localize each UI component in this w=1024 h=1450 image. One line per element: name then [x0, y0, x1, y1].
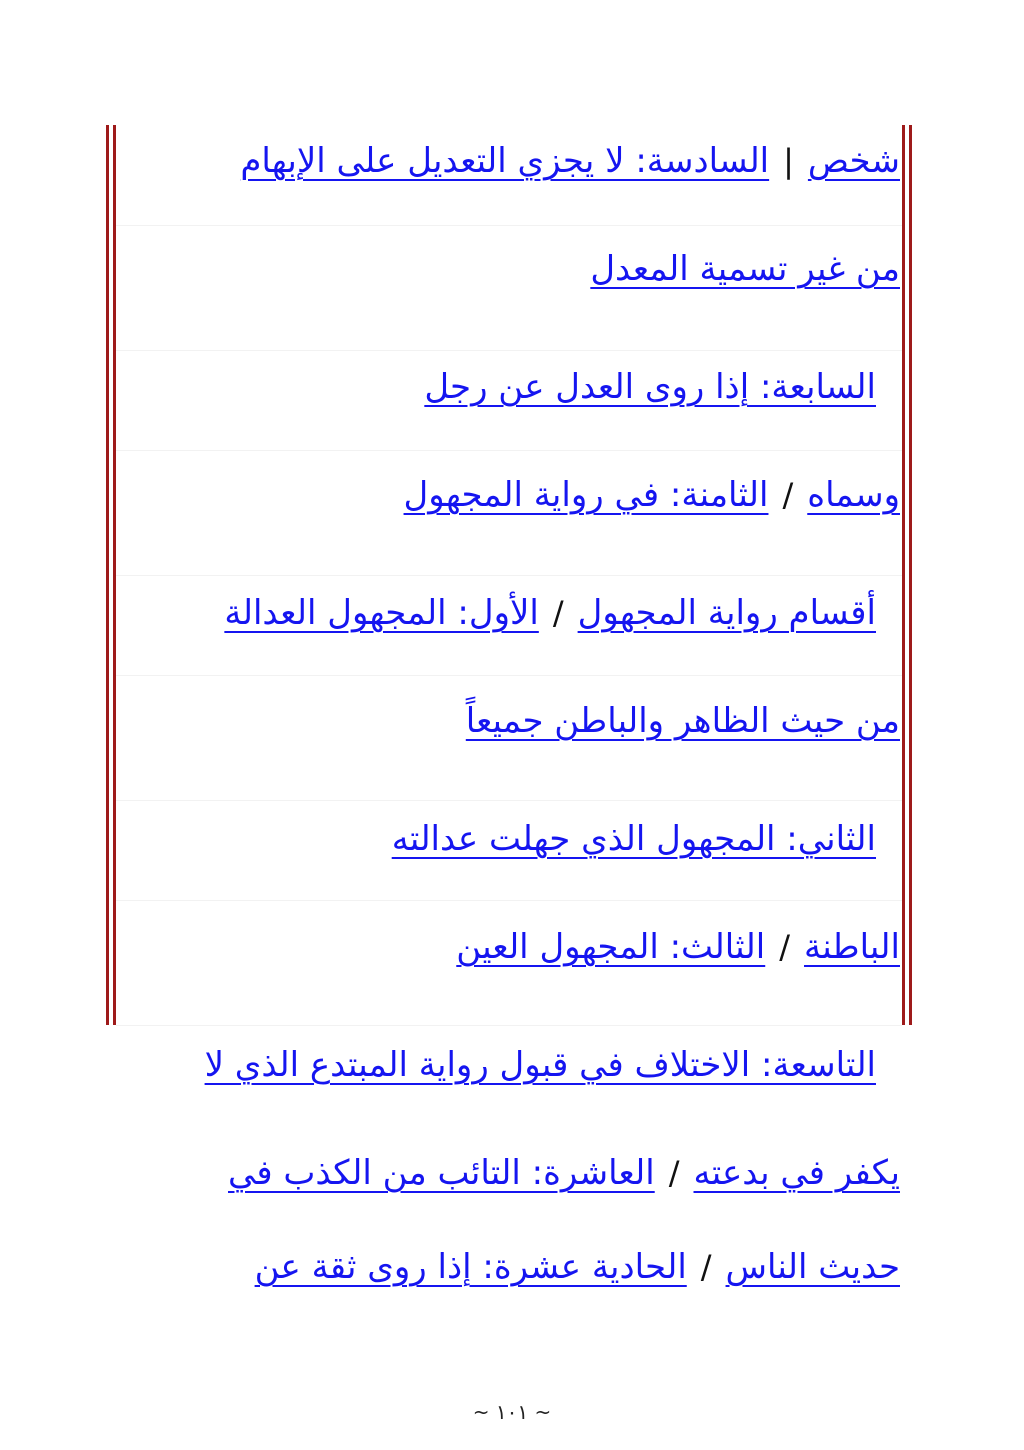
row-guide: [116, 900, 902, 901]
toc-line-1: [240, 131, 900, 191]
separator: |: [783, 142, 794, 180]
toc-link[interactable]: الأول: المجهول العدالة: [224, 593, 539, 633]
row-guide: [116, 350, 902, 351]
separator: /: [779, 928, 791, 966]
toc-link[interactable]: من حيث الظاهر والباطن جميعاً: [465, 701, 900, 741]
toc-line-9: [205, 1035, 876, 1095]
toc-line-10: [228, 1143, 900, 1203]
toc-line-6: [466, 691, 900, 751]
toc-line-11: [255, 1237, 900, 1297]
toc-link[interactable]: الثالث: المجهول العين: [456, 927, 766, 967]
toc-line-8: [456, 917, 900, 977]
page-number: ~ ١٠١ ~: [472, 1400, 552, 1424]
toc-line-7: [392, 809, 876, 869]
toc-line-4: [404, 465, 900, 525]
row-guide: [116, 450, 902, 451]
toc-link[interactable]: الباطنة: [804, 927, 900, 967]
separator: /: [700, 1248, 712, 1286]
toc-line-3: [424, 357, 876, 417]
separator: /: [552, 594, 564, 632]
toc-link[interactable]: السابعة: إذا روى العدل عن رجل: [424, 367, 876, 407]
toc-link[interactable]: أقسام رواية المجهول: [577, 593, 876, 633]
right-border-rule: [902, 125, 912, 1025]
toc-link[interactable]: العاشرة: التائب من الكذب في: [228, 1153, 655, 1193]
row-guide: [116, 675, 902, 676]
toc-link[interactable]: وسماه: [807, 475, 900, 515]
row-guide: [116, 225, 902, 226]
toc-link[interactable]: حديث الناس: [725, 1247, 900, 1287]
toc-link[interactable]: الثاني: المجهول الذي جهلت عدالته: [391, 819, 876, 859]
left-border-rule: [106, 125, 116, 1025]
toc-link[interactable]: يكفر في بدعته: [693, 1153, 900, 1193]
toc-line-2: [590, 239, 900, 299]
row-guide: [116, 1025, 902, 1026]
separator: /: [668, 1154, 680, 1192]
toc-link[interactable]: من غير تسمية المعدل: [590, 249, 900, 289]
toc-line-5: [224, 583, 876, 643]
toc-link[interactable]: الثامنة: في رواية المجهول: [403, 475, 769, 515]
toc-link[interactable]: السادسة: لا يجزي التعديل على الإبهام: [240, 141, 770, 181]
toc-link[interactable]: الحادية عشرة: إذا روى ثقة عن: [254, 1247, 687, 1287]
toc-link[interactable]: التاسعة: الاختلاف في قبول رواية المبتدع الذي لا: [204, 1045, 876, 1085]
toc-link[interactable]: شخص: [807, 141, 900, 181]
row-guide: [116, 800, 902, 801]
separator: /: [782, 476, 794, 514]
row-guide: [116, 575, 902, 576]
